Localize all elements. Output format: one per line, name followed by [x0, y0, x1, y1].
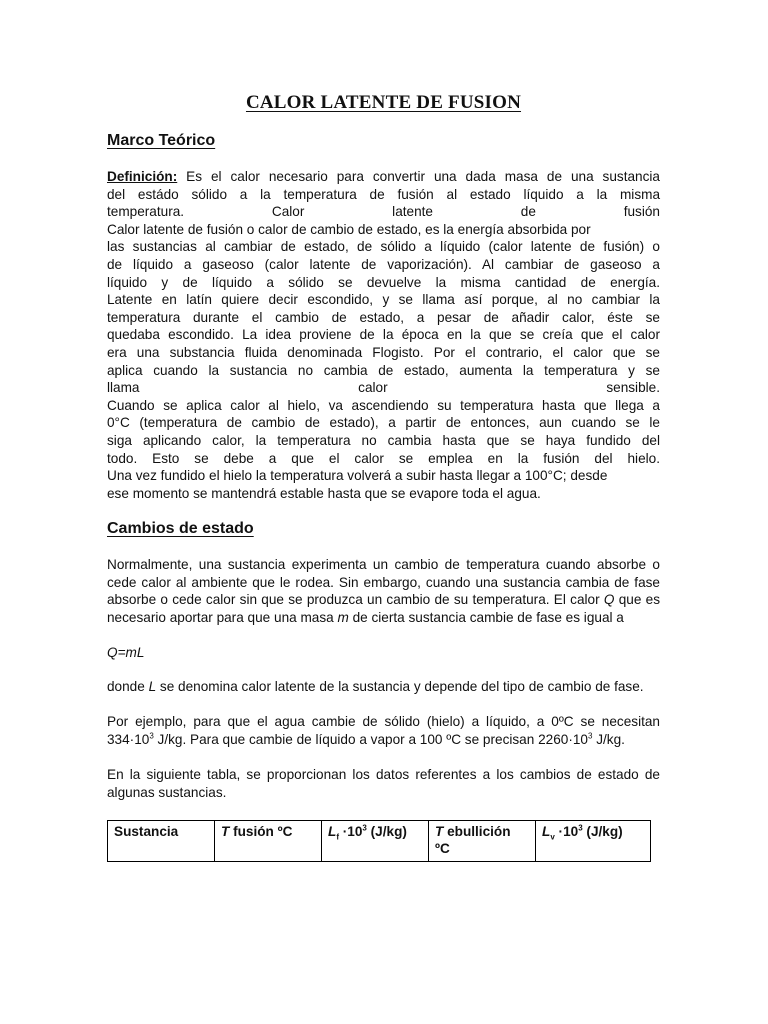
text-line: todo. Esto se debe a que el calor se emplea en la fusión del hielo. [107, 450, 660, 466]
substances-table [107, 820, 651, 862]
document-title: CALOR LATENTE DE FUSION [245, 92, 522, 113]
text-line: quedaba escondido. La idea proviene de la época en la que se creía que el calor [107, 327, 660, 343]
text-line: Una vez fundido el hielo la temperatura volverá a subir hasta llegar a 100°C; desde [107, 468, 608, 484]
table-intro-paragraph: En la siguiente tabla, se proporcionan los datos referentes a los cambios de estado de algunas sustancias. [107, 767, 660, 801]
header-lf: $L_f \cdot 10^3$ (J/kg) [322, 820, 429, 861]
section-heading-cambios-de-estado: Cambios de estado [107, 520, 254, 538]
formula: Q=mL [107, 644, 145, 660]
text-line: las sustancias al cambiar de estado, de sólido a líquido (calor latente de fusión) o [107, 239, 660, 255]
text-line: Cuando se aplica calor al hielo, va ascendiendo su temperatura hasta que llega a [107, 397, 660, 413]
section-heading-marco-teorico: Marco Teórico [107, 132, 216, 149]
text-line: del estádo sólido a la temperatura de fusión al estado líquido a la misma [107, 186, 660, 202]
text-line: ese momento se mantendrá estable hasta que se evapore toda el agua. [107, 485, 541, 501]
example-paragraph: Por ejemplo, para que el agua cambie de sólido (hielo) a líquido, a 0ºC se necesitan $334\cdot 10^3$ J/kg. Para que cambie de líquido a vapor a 100 ºC se precisan $2260\cdot 10^3$ J/kg. [107, 714, 660, 747]
header-sustancia: Sustancia [108, 820, 215, 861]
variable-q: Q [603, 592, 615, 608]
text-line: Definición: Es el calor necesario para convertir una dada masa de una sustancia [107, 169, 660, 184]
text-line: Calor latente de fusión o calor de cambio de estado, es la energía absorbida por [107, 221, 591, 237]
text-line: temperatura. Calor latente de fusión [107, 204, 660, 220]
text-line: 0°C (temperatura de cambio de estado), a partir de entonces, aun cuando se le [107, 415, 660, 431]
latent-heat-paragraph: donde L se denomina calor latente de la sustancia y depende del tipo de cambio de fase. [107, 678, 644, 694]
header-t-fusion: T fusión ºC [215, 820, 322, 861]
text-line: Latente en latín quiere decir escondido, y se llama así porque, al no cambiar la [107, 292, 660, 308]
definition-label: Definición: [107, 169, 178, 184]
text-line: de líquido a gaseoso (calor latente de vaporización). Al cambiar de gaseoso a [107, 256, 660, 272]
text-line: llama calor sensible. [107, 380, 660, 396]
text-line: temperatura durante el cambio de estado, a pesar de añadir calor, éste se [107, 309, 660, 325]
header-t-ebullicion: T ebullición ºC [429, 820, 536, 861]
text-line: aplica cuando la sustancia no cambia de estado, aumenta la temperatura y se [107, 362, 660, 378]
variable-l: L [148, 678, 157, 694]
intro-paragraph: Normalmente, una sustancia experimenta un cambio de temperatura cuando absorbe o cede calor al ambiente que le rodea. Sin embargo, cuando una sustancia cambia de fase absorbe o cede calor sin que se produzca un cambio de su temperatura. El calor Q que es necesario aportar para que una masa m de cierta sustancia cambie de fase es igual a [107, 557, 661, 626]
table-header-row [108, 820, 651, 861]
text-line: era una substancia fluida denominada Flogisto. Por el contrario, el calor que se [107, 344, 660, 360]
definition-paragraph [107, 168, 660, 502]
variable-m: m [337, 610, 349, 626]
text-line: siga aplicando calor, la temperatura no cambia hasta que se haya fundido del [107, 432, 660, 448]
text-line: líquido y de líquido a sólido se devuelve la misma cantidad de energía. [107, 274, 660, 290]
header-lv: $L_v \cdot 10^3$ (J/kg) [536, 820, 651, 861]
